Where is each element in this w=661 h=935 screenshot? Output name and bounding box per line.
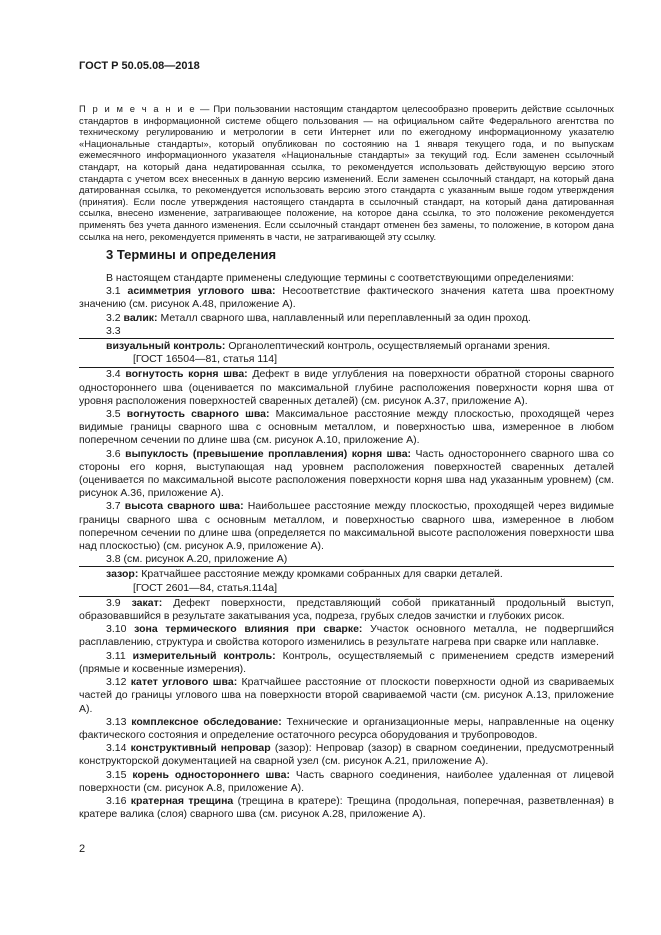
term-definition: Органолептический контроль, осуществляемый органами зрения. xyxy=(225,340,551,353)
term-number: 3.12 xyxy=(106,676,131,689)
term-name: выпуклость (превышение проплавления) корня шва: xyxy=(125,447,412,460)
term-name: корень одностороннего шва: xyxy=(132,768,290,781)
term-definition: Часть одностороннего сварного шва со стороны его корня, выступающая над уровнем расположения поверхностей сваренных деталей (оценивается по максимальной высоте расположения поверхности корня шва над указанным уровнем) (см. рисунок А.36, приложение А). xyxy=(79,447,615,500)
term-name: измерительный контроль: xyxy=(132,649,276,662)
term-number: 3.16 xyxy=(106,794,131,807)
term-3-2 xyxy=(79,312,614,325)
section-title: 3 Термины и определения xyxy=(106,247,277,262)
term-3-8-number: 3.8 (см. рисунок А.20, приложение А) xyxy=(106,553,288,566)
term-number: 3.1 xyxy=(106,285,128,298)
term-3-3-number: 3.3 xyxy=(106,324,121,337)
term-number: 3.11 xyxy=(106,649,133,662)
term-number: 3.5 xyxy=(106,408,127,421)
term-name: визуальный контроль: xyxy=(106,340,226,353)
term-number: 3.6 xyxy=(106,447,126,460)
term-definition: Наибольшее расстояние между плоскостью, проходящей через видимые границы сварного шва с основным металлом, и поверхностью сварного шва, измеренное в любом поперечном сечении по длине шва (определяется по максимальной высоте расположения поверхности шва над плоскостью) (см. рисунок А.9, приложение А). xyxy=(79,500,615,553)
document-code: ГОСТ Р 50.05.08—2018 xyxy=(79,60,200,72)
term-definition: Дефект в виде углубления на поверхности обратной стороны сварного одностороннего шва (оценивается по максимальной глубине расположения поверхности корня шва от уровня расположения поверхностей сваренных деталей) (см. рисунок А.37, приложение А). xyxy=(79,368,615,407)
term-number: 3.10 xyxy=(106,623,135,636)
term-name: вогнутость сварного шва: xyxy=(126,408,270,421)
term-3-12 xyxy=(79,676,614,716)
note-text: — При пользовании настоящим стандартом целесообразно проверить действие ссылочных стандартов в информационной системе общего пользования — на официальном сайте Федерального агентства по техническому регулированию и метрологии в сети Интернет или по ежегодному информационному указателю «Национальные стандарты», который опубликован по состоянию на 1 января текущего года, и по выпускам ежемесячного информационного указателя «Национальные стандарты» за текущий год. Если заменен ссылочный стандарт, на который дана недатированная ссылка, то рекомендуется использовать действующую версию этого стандарта с учетом всех внесенных в данную версию изменений. Если заменен ссылочный стандарт, на который дана датированная ссылка, то рекомендуется использовать версию этого стандарта с указанным выше годом утверждения (принятия). Если после утверждения настоящего стандарта в ссылочный стандарт, на который дана датированная ссылка, внесено изменение, затрагивающее положение, на которое дана ссылка, то это положение рекомендуется применять без учета данного изменения. Если ссылочный стандарт отменен без замены, то положение, в котором дана ссылка на него, рекомендуется применять в части, не затрагивающей эту ссылку. xyxy=(79,103,614,242)
term-3-6 xyxy=(79,448,614,501)
term-3-3 xyxy=(79,340,614,353)
term-3-3-box xyxy=(79,338,614,368)
term-number: 3.13 xyxy=(106,715,132,728)
term-number: 3.7 xyxy=(106,500,125,513)
term-number: 3.9 xyxy=(106,596,132,609)
term-definition: Кратчайшее расстояние между кромками собранных для сварки деталей. xyxy=(138,568,503,581)
term-3-14 xyxy=(79,742,614,768)
term-definition: Часть сварного соединения, наиболее удаленная от лицевой поверхности (см. рисунок А.8, приложение А). xyxy=(79,768,614,794)
term-definition: (зазор): Непровар (зазор) в сварном соединении, предусмотренный конструкторской документацией на сварной узел (см. рисунок А.21, приложение А). xyxy=(79,742,614,768)
term-3-9 xyxy=(79,597,614,623)
note-label: П р и м е ч а н и е xyxy=(79,103,197,114)
term-name: высота сварного шва: xyxy=(124,500,244,513)
term-3-8-box xyxy=(79,566,614,596)
term-name: закат: xyxy=(131,596,163,609)
term-name: конструктивный непровар xyxy=(130,742,271,755)
term-number: 3.14 xyxy=(106,742,131,755)
term-name: зона термического влияния при сварке: xyxy=(134,623,363,636)
term-name: валик: xyxy=(123,311,158,324)
term-3-7 xyxy=(79,500,614,553)
term-name: комплексное обследование: xyxy=(131,715,282,728)
term-definition: Кратчайшее расстояние от плоскости поверхности одной из свариваемых частей до границы углового шва на поверхности второй свариваемой части (см. рисунок А.13, приложение А). xyxy=(79,676,614,715)
term-3-13 xyxy=(79,716,614,742)
page-number: 2 xyxy=(79,843,86,855)
term-name: зазор: xyxy=(106,568,139,581)
term-definition: Металл сварного шва, наплавленный или переплавленный за один проход. xyxy=(157,311,531,324)
term-3-16 xyxy=(79,795,614,821)
term-definition: Контроль, осуществляемый с применением средств измерений (прямые и косвенные измерения). xyxy=(79,649,614,675)
term-3-1 xyxy=(79,285,614,311)
term-number: 3.15 xyxy=(106,768,133,781)
term-definition: Несоответствие фактического значения катета шва проектному значению (см. рисунок А.48, приложение А). xyxy=(79,285,615,311)
term-number: 3.2 xyxy=(106,311,124,324)
term-3-15 xyxy=(79,769,614,795)
term-name: катет углового шва: xyxy=(130,676,238,689)
term-3-10 xyxy=(79,623,614,649)
term-name: асимметрия углового шва: xyxy=(127,285,276,298)
term-definition: (трещина в кратере): Трещина (продольная, поперечная, разветвленная) в кратере валика (слоя) сварного шва (см. рисунок А.28, приложение А). xyxy=(79,794,614,821)
term-definition: Технические и организационные меры, направленные на оценку фактического состояния и определение остаточного ресурса оборудования и трубопроводов. xyxy=(79,715,615,741)
term-3-8 xyxy=(79,568,614,581)
term-name: вогнутость корня шва: xyxy=(125,368,248,381)
term-definition: Участок основного металла, не подвергшийся расплавлению, структура и свойства которого изменились в результате нагрева при сварке или наплавке. xyxy=(79,623,614,649)
term-3-3-reference: [ГОСТ 16504—81, статья 114] xyxy=(133,353,278,366)
term-3-5 xyxy=(79,408,614,448)
term-name: кратерная трещина xyxy=(130,794,234,807)
intro-paragraph: В настоящем стандарте применены следующие термины с соответствующими определениями: xyxy=(106,272,575,284)
term-3-11 xyxy=(79,650,614,676)
term-definition: Максимальное расстояние между плоскостью, проходящей через видимые границы сварного шва с основным металлом, и поверхностью шва, измеренное в любом поперечном сечении по длине шва (см. рисунок А.10, приложение А). xyxy=(79,408,614,447)
term-number: 3.4 xyxy=(106,368,126,381)
term-3-4 xyxy=(79,368,614,408)
note-paragraph xyxy=(79,103,614,242)
terms-body xyxy=(79,272,614,821)
term-definition: Дефект поверхности, представляющий собой прикатанный продольный выступ, образовавшийся в результате закатывания уса, подреза, грубых следов зачистки и глубоких рисок. xyxy=(79,596,614,623)
term-3-8-reference: [ГОСТ 2601—84, статья.114а] xyxy=(133,581,278,594)
